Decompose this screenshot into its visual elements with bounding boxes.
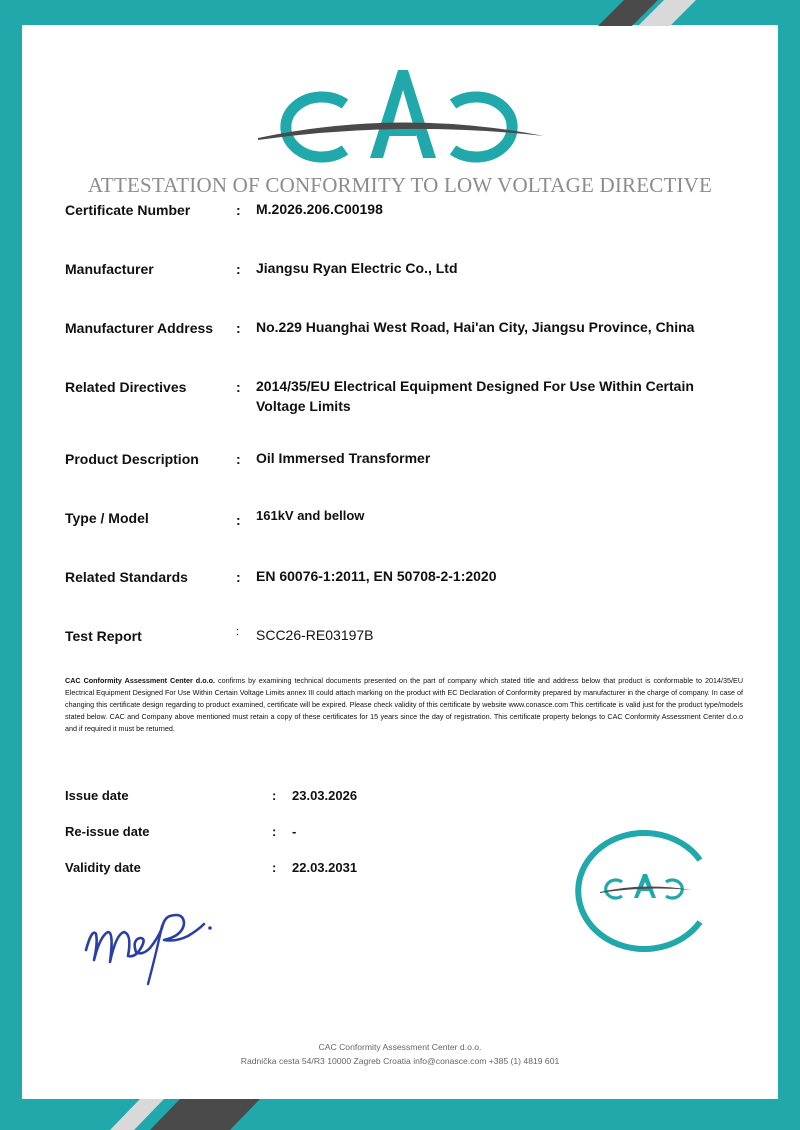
footer-org: CAC Conformity Assessment Center d.o.o. [318,1042,482,1052]
bottom-left-stripes [100,1099,280,1130]
field-value: Jiangsu Ryan Electric Co., Ltd [256,260,458,276]
date-colon: : [272,788,277,803]
date-issue [65,788,358,803]
cac-seal [574,830,716,952]
date-reissue [65,824,297,839]
field-label: Product Description [65,451,199,467]
field-label: Manufacturer Address [65,320,214,336]
date-value: - [292,824,297,839]
signature [78,898,218,990]
field-value: SCC26-RE03197B [256,627,374,643]
field-label: Related Standards [65,569,188,585]
footer [0,1040,800,1068]
statement-org: CAC Conformity Assessment Center d.o.o. [65,676,215,685]
certificate-title: ATTESTATION OF CONFORMITY TO LOW VOLTAGE DIRECTIVE [87,173,713,197]
date-colon: : [272,860,277,875]
field-colon: : [236,320,241,336]
date-label: Issue date [65,788,129,803]
field-value: Oil Immersed Transformer [256,450,431,466]
field-value: No.229 Huanghai West Road, Hai'an City, Jiangsu Province, China [256,319,695,335]
field-label: Type / Model [65,510,149,526]
date-label: Validity date [65,860,141,875]
field-colon: : [236,626,240,638]
field-label: Certificate Number [65,202,191,218]
field-colon: : [236,512,241,528]
field-colon: : [236,379,241,395]
field-value: M.2026.206.C00198 [256,201,383,217]
footer-address: Radnička cesta 54/R3 10000 Zagreb Croatia info@conasce.com +385 (1) 4819 601 [240,1056,560,1066]
field-label: Related Directives [65,379,187,395]
date-validity [65,860,358,875]
conformity-statement [65,675,743,735]
top-right-stripes [590,0,800,26]
date-value: 23.03.2026 [292,788,358,803]
field-label: Manufacturer [65,261,154,277]
date-label: Re-issue date [65,824,150,839]
date-colon: : [272,824,277,839]
field-value: 161kV and bellow [256,508,365,523]
field-value: EN 60076-1:2011, EN 50708-2-1:2020 [256,568,497,584]
field-colon: : [236,451,241,467]
field-value: 2014/35/EU Electrical Equipment Designed For Use Within Certain Voltage Limits [256,378,694,414]
date-value: 22.03.2031 [292,860,358,875]
field-colon: : [236,261,241,277]
cac-logo [250,62,550,172]
field-colon: : [236,202,241,218]
field-label: Test Report [65,628,142,644]
statement-text: confirms by examining technical documents presented on the part of company which stated title and address below that product is conformable to 2014/35/EU Electrical Equipment Designed For Use Within Certain Voltage Limits annex III could attach marking on the product with EC Declaration of Conformity prepared by manufacturer in the charge of company. In case of changing this certificate design regarding to product examined, certificate will be expired. Please check validity of this certificate by website www.conasce.com This certificate is valid just for the product type/models stated below. CAC and Company above mentioned must retain a copy of these certificates for 15 years since the day of registration. This certificate property belongs to CAC Conformity Assessment Center d.o.o and if required it must be returned. [65,676,744,733]
field-colon: : [236,569,241,585]
